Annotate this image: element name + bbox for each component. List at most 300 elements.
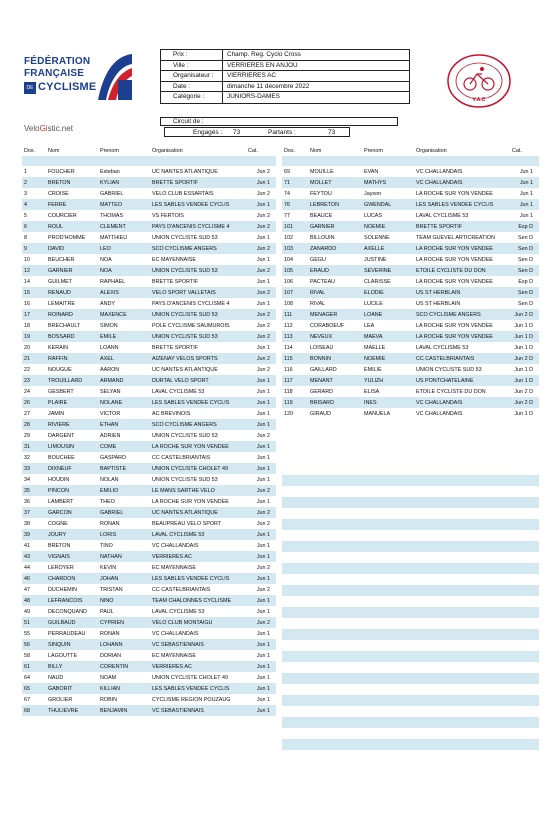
table-row [22,705,276,716]
cell-org: UNION CYCLISTE SUD 53 [152,476,218,483]
col-org: Organisation [152,147,183,154]
cell-nom: PLAIRE [46,397,98,408]
cell-prenom: GASPARD [100,454,126,461]
cell-dos: 101 [282,221,308,232]
cell-prenom: CORENTIN [98,661,150,672]
info-value: VERRIERES EN ANJOU [227,61,298,69]
cell-nom: MENAGER [308,309,362,320]
cell-cat: Sen D [510,265,539,276]
cell-nom: GARNIER [308,221,362,232]
table-row [22,507,276,518]
cell-nom: COURCIER [48,212,77,219]
cell-org: BRETTE SPORTIF [414,221,510,232]
table-row [282,199,539,210]
cell-nom: BRISARD [308,397,362,408]
cell-dos: 39 [22,529,46,540]
cell-dos: 119 [282,397,308,408]
cell-dos: 105 [282,265,308,276]
cell-nom: GARNIER [46,265,98,276]
cell-dos: 55 [24,630,30,637]
empty-rows-area [282,464,539,761]
cell-cat: Jun 2 [246,221,276,232]
cell-dos: 114 [284,344,293,351]
cell-org: PAYS D'ANCENIS CYCLISME 4 [152,300,230,307]
cell-nom: PINCON [46,485,98,496]
empty-row [282,475,539,486]
cell-dos: 10 [24,256,30,263]
cell-prenom: RAPHAEL [100,278,126,285]
ffc-swoosh-icon [94,50,134,104]
cell-cat: Jun 1 [246,573,276,584]
cell-org: VC CHALLANDAIS [152,542,199,549]
cell-prenom: EMILIE [364,366,382,373]
table-row [22,177,276,188]
cell-prenom: SIMON [100,322,118,329]
table-spacer [22,156,276,166]
cell-org: LES SABLES VENDEE CYCLIS [150,683,246,694]
cell-cat: Sen D [510,243,539,254]
cell-nom: GAILLARD [310,366,337,373]
cell-org: EC MAYENNAISE [152,564,196,571]
cell-dos: 46 [22,573,46,584]
cell-prenom: ARMAND [98,375,150,386]
table-row [22,463,276,474]
cell-prenom: JOHAN [98,573,150,584]
cell-prenom: LOANN [100,344,119,351]
table-row [22,606,276,617]
cell-prenom: TRISTAN [100,586,123,593]
cell-org: DURTAL VELO SPORT [150,375,246,386]
table-row [22,628,276,639]
cell-cat: Jun 1 [246,551,276,562]
cell-dos: 6 [22,221,46,232]
table-row [22,298,276,309]
cell-cat: Jun 1 [246,463,276,474]
cell-cat: Jun 1 [256,608,270,615]
empty-row [282,739,539,750]
cell-org: LES SABLES VENDEE CYCLIS [150,199,246,210]
table-row [282,364,539,375]
cell-cat: Jun 1 [246,595,276,606]
cell-dos: 23 [22,375,46,386]
cell-nom: BILLOUIN [310,234,335,241]
circuit-field [160,117,398,126]
cell-dos: 71 [282,177,308,188]
table-row [22,243,276,254]
cell-org: ETOILE CYCLISTE DU DON [414,265,510,276]
cell-dos: 69 [284,168,290,175]
table-row [22,397,276,408]
engages-value: 73 [233,129,241,136]
col-dos: Dos. [284,147,296,154]
cell-cat: Jun 2 D [510,353,539,364]
cell-prenom: THOMAS [100,212,124,219]
cell-org: TEAM CHALONNES CYCLISME [150,595,246,606]
cell-prenom: SEVERINE [362,265,414,276]
table-row [22,276,276,287]
cell-org: US PONTCHATELAINE [414,375,510,386]
cell-prenom: MATHYS [362,177,414,188]
cell-cat: Jun 1 [256,630,270,637]
cell-dos: 29 [24,432,30,439]
partants-label: Partants : [268,129,296,136]
col-nom: Nom [48,147,60,154]
cell-cat: Jun 2 [256,432,270,439]
cell-cat: Esp D [510,221,539,232]
cell-dos: 21 [22,353,46,364]
cell-dos: 19 [22,331,46,342]
cell-prenom: CYPRIEN [98,617,150,628]
table-row [282,232,539,243]
table-row [22,188,276,199]
cell-cat: Jun 2 [246,243,276,254]
cell-nom: FEYTOU [310,190,332,197]
cell-cat: Jun 1 [256,696,270,703]
table-row [282,331,539,342]
cell-prenom: TINO [100,542,113,549]
cell-org: UNION CYCLISTE SUD 53 [150,265,246,276]
cell-org: VC SEBASTIENNAIS [150,639,246,650]
cell-org: EC MAYENNAISE [152,652,196,659]
cell-cat: Jun 2 [256,322,270,329]
cell-nom: FERRE [46,199,98,210]
cell-org: AC BREVINOIS [152,410,191,417]
table-row [22,287,276,298]
cell-nom: LAMBERT [48,498,74,505]
cell-cat: Jun 1 [519,190,533,197]
table-row [22,540,276,551]
cell-nom: TROUILLARD [46,375,98,386]
cell-org: LA ROCHE SUR YON VENDEE [416,322,493,329]
ffc-logo-de: DE [24,82,36,94]
cell-prenom: MAEVA [362,331,414,342]
cell-org: POLE CYCLISME SAUMUROIS [152,322,230,329]
cell-org: BRETTE SPORTIF [152,344,199,351]
info-row-prix [161,50,409,61]
table-row [282,254,539,265]
table-row [282,177,539,188]
cell-prenom: KEVIN [100,564,117,571]
cell-org: VC CHALLANDAIS [416,410,463,417]
cell-cat: Jun 2 D [510,397,539,408]
cell-dos: 18 [24,322,30,329]
cell-dos: 103 [282,243,308,254]
cell-cat: Jun 1 D [514,322,533,329]
cell-org: VC CHALLANDAIS [414,177,510,188]
cell-dos: 43 [22,551,46,562]
cell-cat: Jun 2 [246,485,276,496]
empty-row [282,684,539,695]
cell-nom: BILLY [46,661,98,672]
cell-prenom: MAXENCE [98,309,150,320]
cell-cat: Jun 1 [256,410,270,417]
cell-nom: HOUDIN [48,476,70,483]
cell-dos: 113 [282,331,308,342]
cell-dos: 108 [284,300,293,307]
empty-row [282,530,539,541]
cell-prenom: Jayson [364,190,382,197]
table-row [22,672,276,683]
table-row [22,254,276,265]
cell-dos: 77 [284,212,290,219]
cell-prenom: MAELLE [364,344,386,351]
cell-cat: Sen D [518,300,533,307]
table-row [22,199,276,210]
cell-org: LAVAL CYCLISME 53 [152,608,205,615]
cell-prenom: KYLIAN [98,177,150,188]
cell-org: TEAM GUEVEL ARTICREATION [416,234,495,241]
cell-dos: 102 [284,234,293,241]
table-row [282,397,539,408]
cell-org: CC CASTELBRIANTAIS [414,353,510,364]
cell-org: LA ROCHE SUR YON VENDEE [416,256,493,263]
table-row [22,562,276,573]
cell-prenom: MANUELA [364,410,391,417]
cell-org: VC SEBASTIENNAIS [150,705,246,716]
cell-prenom: PAUL [100,608,114,615]
table-row [22,221,276,232]
cell-dos: 22 [24,366,30,373]
table-row [282,210,539,221]
cell-prenom: LUCAS [364,212,382,219]
cell-nom: DECONQUAND [48,608,87,615]
empty-row [282,618,539,629]
cell-nom: PACTEAU [310,278,336,285]
cell-org: ETOILE CYCLISTE DU DON [416,388,486,395]
cell-dos: 20 [24,344,30,351]
cell-nom: LAGOUTTE [48,652,78,659]
cell-nom: RIVAL [310,300,326,307]
cell-dos: 37 [22,507,46,518]
cell-cat: Jun 1 [246,441,276,452]
cell-cat: Jun 1 [246,419,276,430]
cell-dos: 17 [22,309,46,320]
table-row [282,265,539,276]
cell-nom: BRECHAULT [48,322,81,329]
table-row [22,452,276,463]
cell-dos: 76 [282,199,308,210]
cell-dos: 112 [284,322,293,329]
cell-nom: ROUL [46,221,98,232]
cell-prenom: JUSTINE [364,256,387,263]
cell-nom: BOUCHEE [48,454,75,461]
cell-dos: 64 [24,674,30,681]
empty-row [282,651,539,662]
cell-dos: 34 [24,476,30,483]
cell-prenom: LOHANN [98,639,150,650]
race-info-table [160,49,410,104]
cell-dos: 117 [282,375,308,386]
table-row [22,309,276,320]
empty-row [282,640,539,651]
cell-cat: Jun 2 [246,507,276,518]
table-row [22,386,276,397]
cell-cat: Jun 2 [256,190,270,197]
table-row [282,276,539,287]
cell-prenom: YULIZH [362,375,414,386]
cell-nom: MOUILLE [310,168,334,175]
cell-cat: Jun 2 [246,287,276,298]
table-header [282,145,539,156]
cell-prenom: VICTOR [100,410,121,417]
cell-prenom: NOAM [100,674,117,681]
info-label: Organisateur : [161,71,223,81]
table-row [282,353,539,364]
cell-prenom: LORIS [98,529,150,540]
cell-prenom: LEA [364,322,375,329]
table-row [22,232,276,243]
cell-org: LA ROCHE SUR YON VENDEE [414,243,510,254]
cell-nom: GUILBAUD [46,617,98,628]
table-row [22,320,276,331]
cell-cat: Sen D [518,234,533,241]
cell-org: LA ROCHE SUR YON VENDEE [150,441,246,452]
table-row [22,353,276,364]
ffc-logo-line3: CYCLISME [38,81,97,93]
cell-cat: Jun 1 [256,674,270,681]
cell-cat: Jun 1 [246,397,276,408]
cell-nom: RENAUD [46,287,98,298]
table-row [22,639,276,650]
info-row-date [161,82,409,93]
cell-prenom: EMILIO [98,485,150,496]
table-row [22,474,276,485]
cell-cat: Jun 2 [246,353,276,364]
table-row [282,298,539,309]
table-row [22,551,276,562]
cell-cat: Jun 1 [256,388,270,395]
cell-dos: 14 [24,278,30,285]
cell-cat: Jun 1 [256,498,270,505]
info-value: Champ. Reg. Cyclo Cross [227,51,301,58]
cell-cat: Jun 2 [256,212,270,219]
cell-org: UC NANTES ATLANTIQUE [152,168,218,175]
cell-prenom: KILLIAN [98,683,150,694]
table-row [22,408,276,419]
empty-row [282,673,539,684]
info-row-ville [161,61,409,72]
cell-cat: Jun 2 [256,586,270,593]
cell-prenom: THEO [100,498,115,505]
cell-org: LES SABLES VENDEE CYCLIS [150,397,246,408]
cell-org: LA ROCHE SUR YON VENDEE [416,278,493,285]
cell-org: VS FERTOIS [152,212,184,219]
cell-prenom: ROBIN [100,696,118,703]
info-label: Prix : [161,50,223,60]
cell-dos: 61 [22,661,46,672]
cell-nom: CORABOEUF [310,322,345,329]
cell-nom: LEMAITRE [48,300,75,307]
cell-org: UNION CYCLISTE CHOLET 49 [152,674,228,681]
spacer-cell [282,156,539,166]
cell-dos: 41 [24,542,30,549]
cell-nom: ZANARDO [308,243,362,254]
cell-org: SCO CYCLISME ANGERS [150,243,246,254]
circuit-label: Circuit de : [173,118,204,125]
cell-nom: CROISE [48,190,69,197]
cell-org: LES SABLES VENDEE CYCLIS [150,573,246,584]
cell-cat: Jun 2 [256,366,270,373]
cell-nom: MOLLET [308,177,362,188]
cell-dos: 3 [24,190,27,197]
cell-dos: 74 [284,190,290,197]
cell-nom: COGNE [48,520,68,527]
cell-org: US ST HERBLAIN [414,287,510,298]
cell-org: AIZENAY VELOS SPORTS [150,353,246,364]
cell-cat: Jun 1 D [510,375,539,386]
cell-prenom: ANDY [100,300,115,307]
table-spacer [282,156,539,166]
cell-cat: Jun 1 D [510,331,539,342]
cell-dos: 116 [284,366,293,373]
cell-org: LE MANS SARTHE VELO [150,485,246,496]
cell-dos: 16 [24,300,30,307]
col-prenom: Prenom [364,147,383,154]
cell-cat: Jun 1 [246,705,276,716]
info-label: Date : [161,82,223,92]
cell-nom: BRETON [48,542,71,549]
cell-cat: Jun 1 [246,375,276,386]
cell-dos: 118 [284,388,293,395]
cell-dos: 106 [284,278,293,285]
cell-cat: Jun 2 [246,331,276,342]
engages-label: Engagés : [193,129,223,136]
cell-prenom: NATHAN [98,551,150,562]
cell-nom: GUILMET [48,278,72,285]
cell-prenom: ELODIE [362,287,414,298]
cell-cat: Jun 2 D [514,388,533,395]
empty-row [282,629,539,640]
cell-prenom: Esteban [100,168,120,175]
cell-nom: RIVIERE [46,419,98,430]
empty-row [282,585,539,596]
cell-cat: Esp D [518,278,533,285]
cell-org: UNION CYCLISTE SUD 53 [150,309,246,320]
col-prenom: Prenom [100,147,119,154]
cell-cat: Jun 2 [256,564,270,571]
cell-cat: Jun 1 [256,256,270,263]
col-cat: Cat. [512,147,522,154]
cell-cat: Jun 1 [256,542,270,549]
cell-cat: Jun 1 D [514,366,533,373]
cell-dos: 26 [22,397,46,408]
empty-row [282,519,539,530]
table-row [22,683,276,694]
table-row [22,529,276,540]
cell-prenom: AXEL [98,353,150,364]
empty-row [282,541,539,552]
table-header [22,145,276,156]
cell-org: PAYS D'ANCENIS CYCLISME 4 [150,221,246,232]
cell-cat: Jun 2 [246,265,276,276]
cell-nom: BEAUCE [310,212,333,219]
cell-org: UNION CYCLISTE SUD 53 [150,331,246,342]
cell-dos: 32 [24,454,30,461]
table-row [282,243,539,254]
cell-org: VELO SPORT VALLETAIS [150,287,246,298]
cell-prenom: NOEMIE [362,353,414,364]
cell-org: UNION CYCLISTE CHOLET 49 [150,463,246,474]
cell-nom: PROD'HOMME [48,234,86,241]
table-row [22,650,276,661]
cell-prenom: NOA [98,265,150,276]
cell-org: VERRIERES AC [150,661,246,672]
cell-prenom: SOLENNE [364,234,390,241]
cell-cat: Jun 1 [246,661,276,672]
cell-prenom: NINO [98,595,150,606]
table-row [22,518,276,529]
cell-dos: 8 [24,234,27,241]
